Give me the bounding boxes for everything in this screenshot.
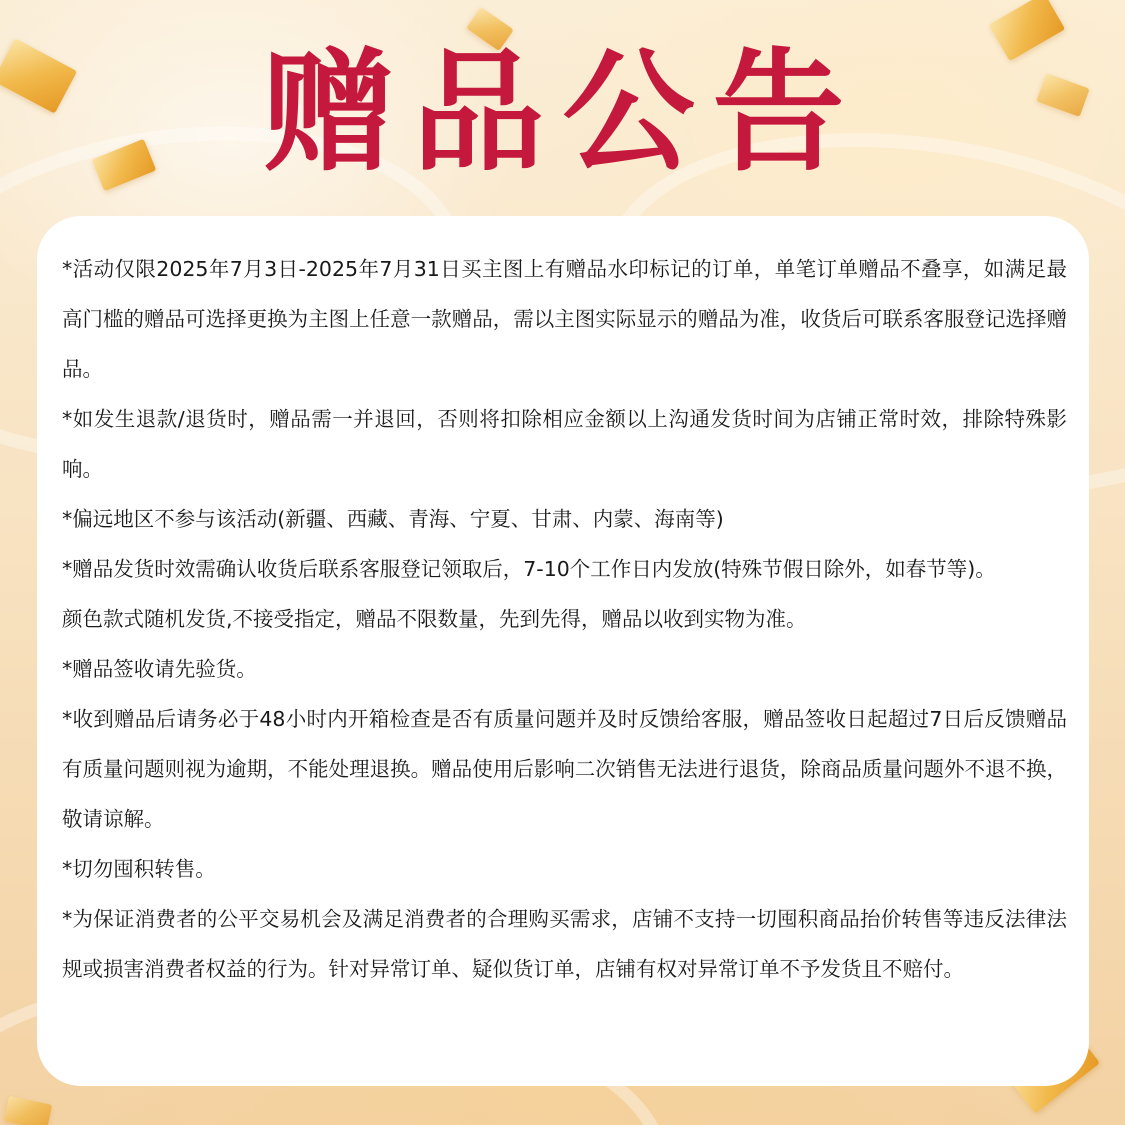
- notice-item: *收到赠品后请务必于48小时内开箱检查是否有质量问题并及时反馈给客服，赠品签收日起超过7日后反馈赠品有质量问题则视为逾期，不能处理退换。赠品使用后影响二次销售无法进行退货，除商品质量问题外不退不换，敬请谅解。: [62, 707, 1067, 831]
- notice-item: *赠品发货时效需确认收货后联系客服登记领取后，7-10个工作日内发放(特殊节假日除外，如春节等)。: [62, 557, 996, 581]
- page-title: 赠品公告: [262, 36, 863, 190]
- notice-item: *切勿囤积转售。: [62, 857, 216, 881]
- notice-item: *如发生退款/退货时，赠品需一并退回，否则将扣除相应金额以上沟通发货时间为店铺正常时效，排除特殊影响。: [62, 407, 1067, 481]
- notice-card: [37, 216, 1089, 1086]
- notice-item: *赠品签收请先验货。: [62, 657, 257, 681]
- notice-item: *为保证消费者的公平交易机会及满足消费者的合理购买需求，店铺不支持一切囤积商品抬价转售等违反法律法规或损害消费者权益的行为。针对异常订单、疑似货订单，店铺有权对异常订单不予发货且不赔付。: [62, 907, 1067, 981]
- notice-item: *活动仅限2025年7月3日-2025年7月31日买主图上有赠品水印标记的订单，单笔订单赠品不叠享，如满足最高门槛的赠品可选择更换为主图上任意一款赠品，需以主图实际显示的赠品为准，收货后可联系客服登记选择赠品。: [62, 257, 1067, 381]
- notice-item: *偏远地区不参与该活动(新疆、西藏、青海、宁夏、甘肃、内蒙、海南等): [62, 507, 724, 531]
- notice-item: 颜色款式随机发货,不接受指定，赠品不限数量，先到先得，赠品以收到实物为准。: [62, 607, 807, 631]
